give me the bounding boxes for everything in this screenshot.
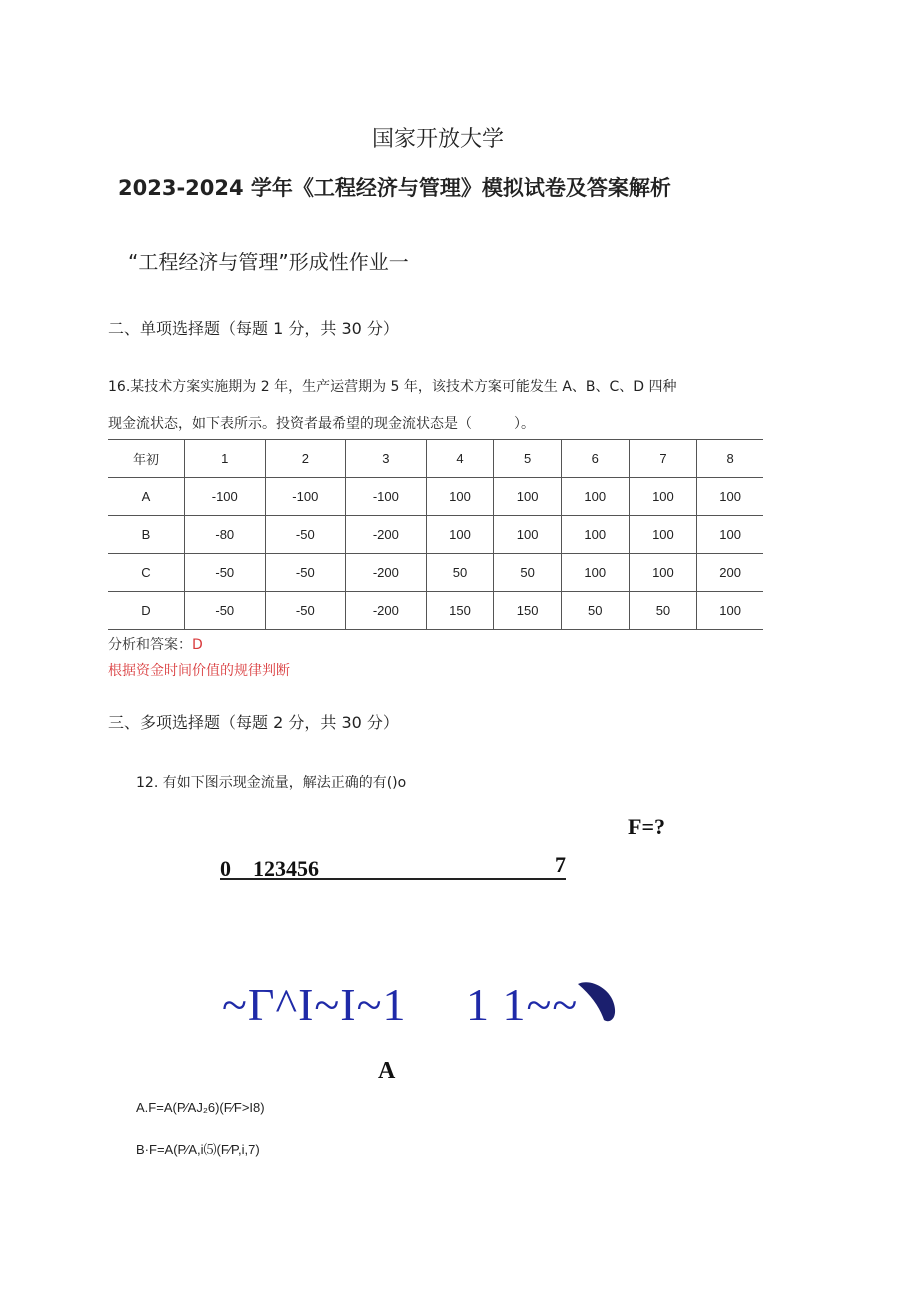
table-header-cell: 年初 <box>108 440 185 478</box>
arrowhead-icon <box>576 978 620 1026</box>
table-header-cell: 5 <box>494 440 562 478</box>
section-3-heading: 三、多项选择题（每题 2 分，共 30 分） <box>108 713 399 732</box>
table-row <box>108 516 763 554</box>
table-cell: 100 <box>629 516 697 554</box>
table-row <box>108 478 763 516</box>
table-cell: 100 <box>494 516 562 554</box>
table-cell: -50 <box>185 592 266 630</box>
table-cell: 100 <box>561 554 629 592</box>
table-header-cell: 6 <box>561 440 629 478</box>
table-cell: -100 <box>185 478 266 516</box>
annuity-label: A <box>378 1058 396 1084</box>
table-cell: -200 <box>346 554 427 592</box>
table-cell: 150 <box>426 592 494 630</box>
table-cell: 50 <box>629 592 697 630</box>
table-header-cell: 4 <box>426 440 494 478</box>
table-cell: -50 <box>265 592 346 630</box>
table-cell: B <box>108 516 185 554</box>
answer-label: 分析和答案： <box>108 637 192 653</box>
option-b: B·F=A(P∕A,i⑸(F∕P,i,7) <box>136 1142 260 1157</box>
exam-title: 2023-2024 学年《工程经济与管理》模拟试卷及答案解析 <box>118 176 671 200</box>
table-cell: 100 <box>697 478 763 516</box>
table-cell: 100 <box>697 592 763 630</box>
table-header-cell: 7 <box>629 440 697 478</box>
table-cell: 100 <box>629 554 697 592</box>
question-16-line2: 现金流状态，如下表所示。投资者最希望的现金流状态是（ ）。 <box>108 416 535 432</box>
timeline-end-label: 7 <box>555 852 566 877</box>
table-cell: D <box>108 592 185 630</box>
table-cell: C <box>108 554 185 592</box>
table-header-cell: 8 <box>697 440 763 478</box>
table-cell: 100 <box>426 478 494 516</box>
answer-line <box>108 634 203 654</box>
question-16-line1: 16.某技术方案实施期为 2 年，生产运营期为 5 年，该技术方案可能发生 A、B、C、D 四种 <box>108 379 677 395</box>
future-value-label: F=? <box>628 814 665 839</box>
table-cell: 50 <box>561 592 629 630</box>
table-header-cell: 1 <box>185 440 266 478</box>
table-cell: -50 <box>265 554 346 592</box>
table-cell: -100 <box>265 478 346 516</box>
table-cell: -50 <box>265 516 346 554</box>
table-cell: 100 <box>561 478 629 516</box>
table-cell: 100 <box>629 478 697 516</box>
answer-note: 根据资金时间价值的规律判断 <box>108 663 290 679</box>
table-cell: 100 <box>697 516 763 554</box>
table-cell: 100 <box>426 516 494 554</box>
section-2-heading: 二、单项选择题（每题 1 分，共 30 分） <box>108 319 399 338</box>
table-cell: 150 <box>494 592 562 630</box>
table-row <box>108 554 763 592</box>
table-cell: -200 <box>346 592 427 630</box>
table-cell: 100 <box>561 516 629 554</box>
question-12: 12. 有如下图示现金流量，解法正确的有()o <box>136 775 407 791</box>
table-cell: -50 <box>185 554 266 592</box>
table-cell: -200 <box>346 516 427 554</box>
university-title: 国家开放大学 <box>371 127 504 152</box>
table-header-cell: 3 <box>346 440 427 478</box>
table-cell: 200 <box>697 554 763 592</box>
table-header-cell: 2 <box>265 440 346 478</box>
table-header-row <box>108 440 763 478</box>
table-cell: 50 <box>494 554 562 592</box>
answer-value: D <box>192 637 203 653</box>
table-cell: A <box>108 478 185 516</box>
table-cell: -100 <box>346 478 427 516</box>
cashflow-arrows-scan: ~Γ^I~I~1 1 1~~ <box>222 979 579 1030</box>
assignment-title: “工程经济与管理”形成性作业一 <box>128 250 409 274</box>
table-cell: 50 <box>426 554 494 592</box>
option-a: A.F=A(P∕AJ₂6)(F∕F>I8) <box>136 1100 265 1115</box>
cashflow-table <box>108 439 763 630</box>
cashflow-timeline <box>220 852 566 880</box>
table-cell: -80 <box>185 516 266 554</box>
table-cell: 100 <box>494 478 562 516</box>
table-row <box>108 592 763 630</box>
timeline-start-labels: 0 123456 <box>220 856 320 881</box>
